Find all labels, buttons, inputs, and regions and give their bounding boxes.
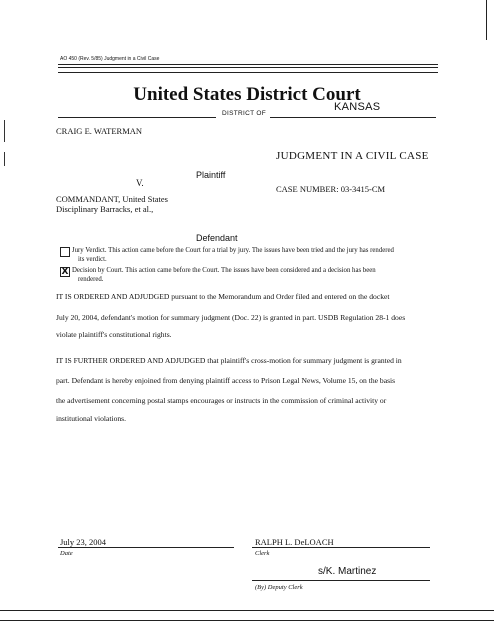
header-rule [58,72,438,73]
order-text: institutional violations. [56,414,127,423]
defendant-name-line: COMMANDANT, United States [56,194,168,204]
footer-rule [0,610,494,611]
district-underline-right [270,117,436,118]
versus-label: V. [136,178,144,188]
jury-verdict-checkbox[interactable] [60,247,70,257]
plaintiff-label: Plaintiff [196,170,226,180]
option-text: its verdict. [78,255,107,263]
order-text: the advertisement concerning postal stamps encourages or instructs in the commission of criminal activity or [56,396,387,405]
order-text: IT IS FURTHER ORDERED AND ADJUDGED that plaintiff's cross-motion for summary judgment is granted in [56,356,402,365]
case-number: CASE NUMBER: 03-3415-CM [276,184,386,194]
order-text: part. Defendant is hereby enjoined from denying plaintiff access to Prison Legal News, Volume 15, on the basis [56,376,396,385]
defendant-label: Defendant [196,233,238,243]
deputy-clerk-signature: s/K. Martinez [318,566,377,577]
court-decision-checkbox[interactable]: X [61,267,69,277]
form-number: AO 450 (Rev. 5/85) Judgment in a Civil Case [60,56,160,62]
clerk-label: Clerk [255,550,270,557]
page-edge-line [486,0,487,40]
clerk-line [252,547,430,548]
district-label: DISTRICT OF [222,110,266,117]
date-label: Date [60,550,73,557]
order-text: July 20, 2004, defendant's motion for summary judgment (Doc. 22) is granted in part. USDB Regulation 28-1 does [56,313,406,322]
margin-mark [4,152,5,166]
order-text: violate plaintiff's constitutional rights. [56,330,172,339]
clerk-name: RALPH L. DeLOACH [255,537,334,547]
judgment-date: July 23, 2004 [60,537,107,547]
district-name: KANSAS [334,101,381,113]
court-decision-option [72,267,418,284]
date-line [58,547,234,548]
header-rule [58,64,438,65]
option-text: Jury Verdict. This action came before the Court for a trial by jury. The issues have been tried and the jury has rendered [72,247,394,254]
district-underline-left [58,117,216,118]
header-rule [58,67,438,68]
footer-rule [0,620,494,621]
deputy-clerk-label: (By) Deputy Clerk [255,584,303,591]
option-text: Decision by Court. This action came before the Court. The issues have been considered and a decision has been [72,267,376,274]
jury-verdict-option [72,247,418,264]
defendant-name-line: Disciplinary Barracks, et al., [56,204,154,214]
defendant-name [56,194,168,214]
option-text: rendered. [78,275,104,283]
court-name: United States District Court [133,84,361,105]
document-title: JUDGMENT IN A CIVIL CASE [276,150,429,162]
order-text: IT IS ORDERED AND ADJUDGED pursuant to the Memorandum and Order filed and entered on the docket [56,292,390,301]
deputy-line [252,580,430,581]
plaintiff-name: CRAIG E. WATERMAN [56,126,143,136]
margin-mark [4,120,5,142]
